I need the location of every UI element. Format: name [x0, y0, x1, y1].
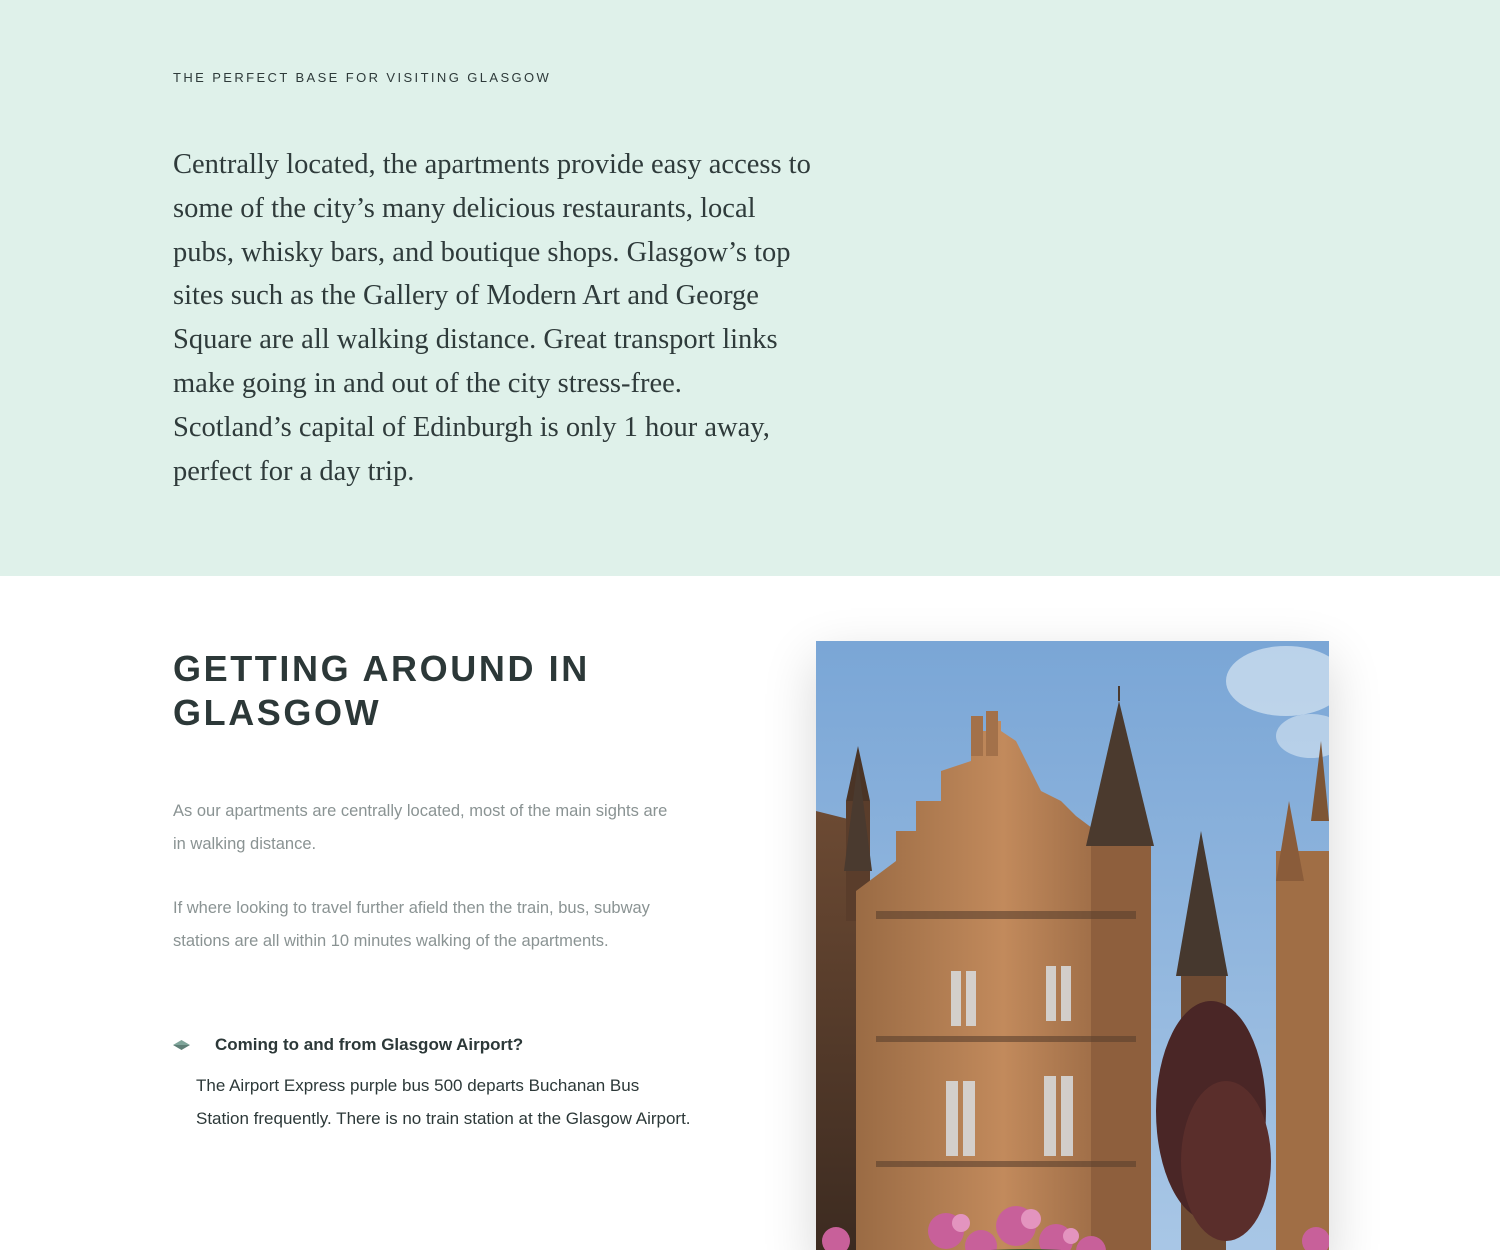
intro-paragraph: Scotland’s capital of Edinburgh is only 1 hour away, perfect for a day trip.	[173, 411, 770, 487]
diamond-arrow-icon[interactable]	[173, 1039, 190, 1051]
intro-eyebrow: THE PERFECT BASE FOR VISITING GLASGOW	[173, 70, 552, 85]
gothic-sandstone-building-photo	[816, 641, 1329, 1250]
intro-text	[173, 143, 823, 493]
intro-paragraph: Centrally located, the apartments provide easy access to some of the city’s many delicious restaurants, local pubs, whisky bars, and boutique shops. Glasgow’s top sites such as the Gallery of Modern Art and George Square are all walking distance. Great transport links make going in and out of the city stress-free.	[173, 149, 811, 399]
body-paragraph: If where looking to travel further afield then the train, bus, subway stations are all within 10 minutes walking of the apartments.	[173, 899, 650, 950]
section-heading: GETTING AROUND IN GLASGOW	[173, 648, 590, 733]
faq-question[interactable]: Coming to and from Glasgow Airport?	[215, 1035, 524, 1054]
faq-answer: The Airport Express purple bus 500 departs Buchanan Bus Station frequently. There is no train station at the Glasgow Airport.	[196, 1076, 691, 1128]
getting-around-section	[0, 576, 1500, 1250]
glasgow-building-photo	[816, 641, 1329, 1250]
body-paragraph: As our apartments are centrally located, most of the main sights are in walking distance.	[173, 802, 668, 853]
intro-section	[0, 0, 1500, 576]
